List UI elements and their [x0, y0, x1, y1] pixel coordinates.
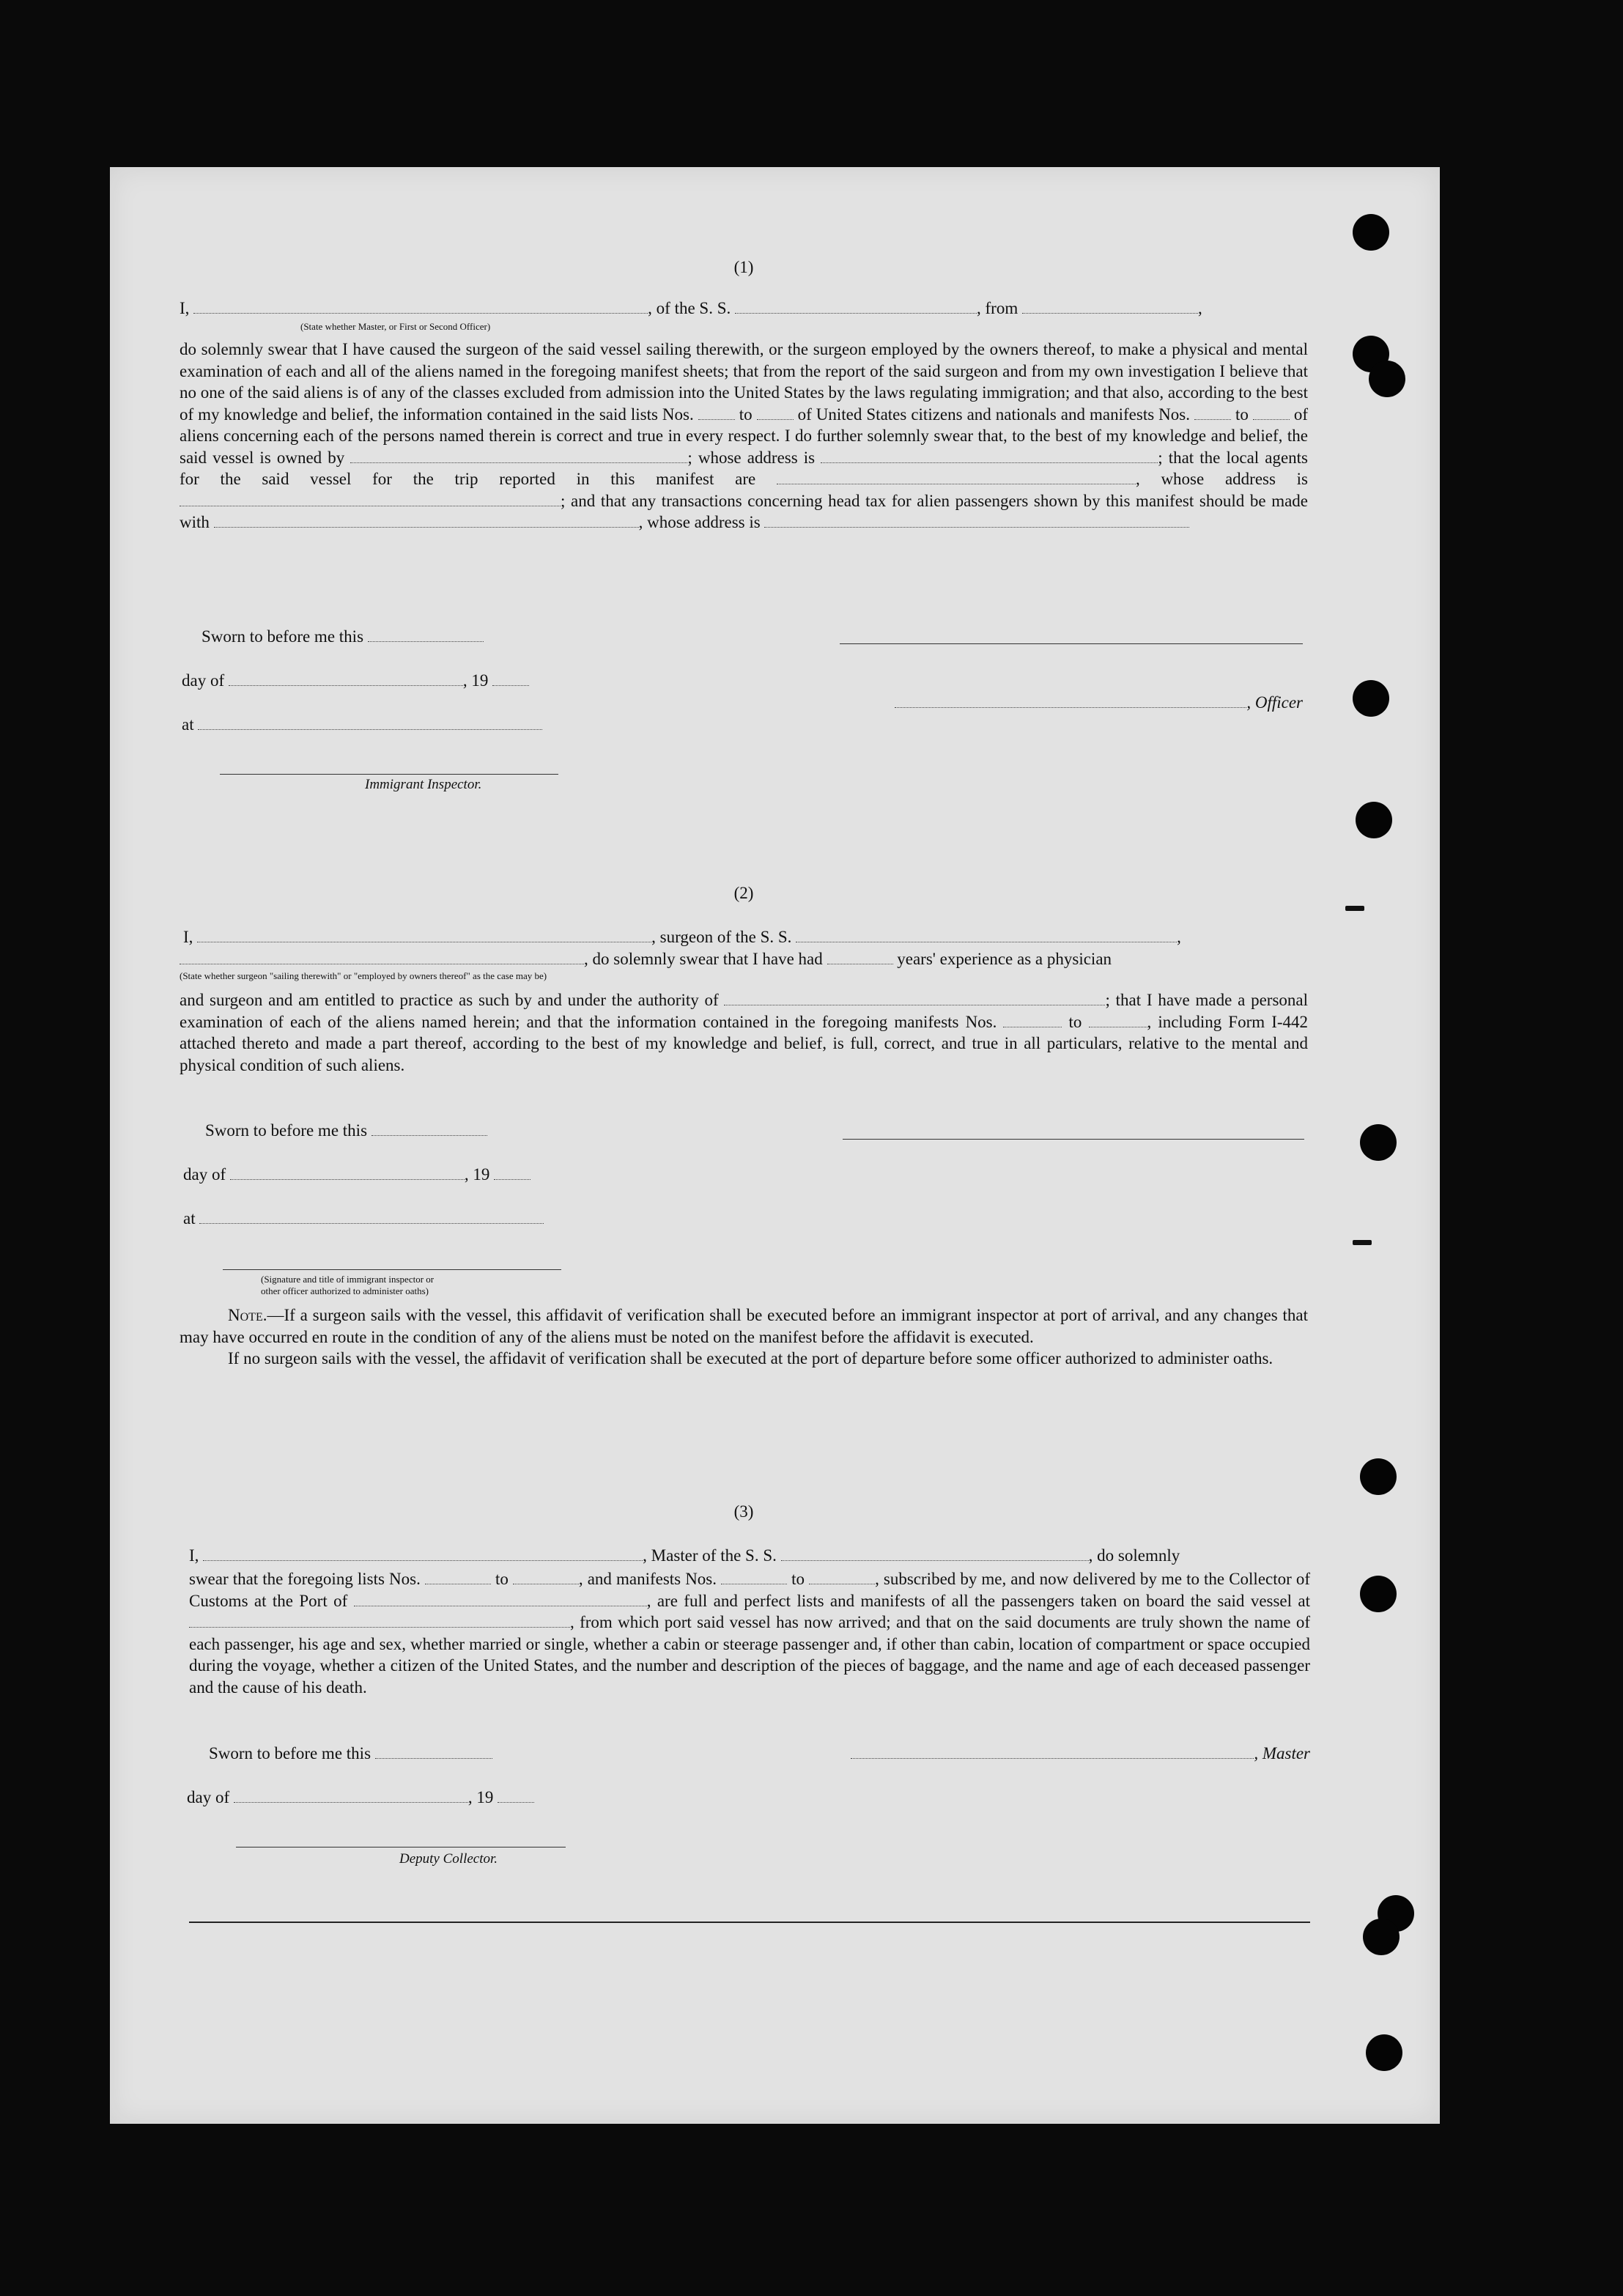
note-label: Note. [228, 1306, 267, 1324]
section-3-day: day of , 19 [187, 1788, 534, 1807]
paper-mark [1353, 1240, 1372, 1245]
master-signature: , Master [832, 1744, 1310, 1763]
binder-hole [1360, 1576, 1397, 1612]
deputy-collector-label: Deputy Collector. [399, 1851, 498, 1867]
binder-hole [1369, 361, 1405, 397]
officer-title-field[interactable] [895, 694, 1246, 708]
note-2: If no surgeon sails with the vessel, the affidavit of verification shall be executed at the port of departure before some officer authorized to administer oaths. [228, 1349, 1273, 1367]
inspector-signature-line[interactable] [220, 774, 558, 775]
lists-to-field[interactable] [757, 406, 794, 420]
vessel-name-field[interactable] [735, 300, 977, 314]
binder-hole [1353, 680, 1389, 717]
surgeon-manifests-to-field[interactable] [1089, 1014, 1147, 1027]
owner-address-field[interactable] [821, 449, 1158, 463]
master-manifests-from-field[interactable] [721, 1570, 787, 1584]
port-from-field[interactable] [1022, 300, 1198, 314]
binder-hole [1363, 1919, 1400, 1955]
surgeon-sworn-date-field[interactable] [371, 1122, 487, 1136]
signature-caption-1: (Signature and title of immigrant inspector or [261, 1274, 435, 1285]
port-of-embarkation-field[interactable] [189, 1614, 570, 1628]
master-vessel-field[interactable] [781, 1547, 1089, 1561]
paper-mark [1345, 906, 1364, 911]
surgeon-name-field[interactable] [197, 929, 651, 942]
authority-field[interactable] [724, 992, 1105, 1005]
officer-rank-field[interactable] [193, 300, 648, 314]
master-day-of-field[interactable] [234, 1789, 468, 1803]
surgeon-vessel-field[interactable] [796, 929, 1177, 942]
binder-hole [1356, 802, 1392, 838]
section-2-line-2: , do solemnly swear that I have had years' experience as a physician [180, 950, 1312, 969]
master-lists-to-field[interactable] [513, 1570, 579, 1584]
section-2-line-1: I, , surgeon of the S. S. , [183, 928, 1181, 946]
section-1-at: at [182, 715, 542, 734]
sworn-date-field[interactable] [368, 628, 484, 642]
surgeon-type-caption: (State whether surgeon "sailing therewith" or "employed by owners thereof" as the case may be) [180, 970, 547, 981]
section-1-number: (1) [733, 258, 754, 276]
owner-field[interactable] [350, 449, 687, 463]
officer-signature-line[interactable] [840, 643, 1303, 644]
section-1-line-1: I, , of the S. S. , from , [180, 299, 1202, 317]
master-signature-line[interactable] [851, 1745, 1254, 1759]
year-field[interactable] [492, 672, 529, 686]
officer-rank-caption: (State whether Master, or First or Second Officer) [300, 321, 491, 332]
day-of-field[interactable] [229, 672, 463, 686]
administering-officer-signature-line[interactable] [223, 1269, 561, 1270]
port-of-arrival-field[interactable] [354, 1592, 647, 1606]
master-sworn-date-field[interactable] [375, 1745, 492, 1759]
section-3-body: swear that the foregoing lists Nos. to , and manifests Nos. to , subscribed by me, and now delivered by me to the Collector of Customs at the Port of , are full and perfect lists and manifests of all the passengers taken on board the said vessel at , from which port said vessel has now arrived; and that on the said documents are truly shown the name of each passenger, his age and sex, whether married or single, whether a cabin or steerage passenger and, if other than cabin, location of compartment or space occupied during the voyage, whether a citizen of the United States, and the number and description of the pieces of baggage, and the name and age of each deceased passenger and the cause of his death. [189, 1570, 1311, 1697]
master-manifests-to-field[interactable] [809, 1570, 875, 1584]
section-3-number: (3) [733, 1502, 754, 1521]
section-1-body: do solemnly swear that I have caused the surgeon of the said vessel sailing therewith, or the surgeon employed by the owners thereof, to make a physical and mental examination of each and all of the aliens named in the foregoing manifest sheets; that from the report of the said surgeon and from my own investigation I believe that no one of the said aliens is of any of the classes excluded from admission into the United States by the laws regulating immigration; and that also, according to the best of my knowledge and belief, the information contained in the said lists Nos. to of United States citizens and nationals and manifests Nos. to of aliens concerning each of the persons named therein is correct and true in every respect. I do further solemnly swear that, to the best of my knowledge and belief, the said vessel is owned by ; whose address is ; that the local agents for the said vessel for the trip reported in this manifest are , whose address is ; and that any transactions concerning head tax for alien passengers shown by this manifest should be made with , whose address is [180, 340, 1309, 531]
binder-hole [1366, 2034, 1402, 2071]
agents-field[interactable] [777, 470, 1136, 484]
section-2-at: at [183, 1209, 544, 1228]
section-3-sworn: Sworn to before me this [209, 1744, 492, 1763]
officer-label: , Officer [840, 693, 1303, 712]
at-place-field[interactable] [198, 716, 542, 730]
section-2-sworn: Sworn to before me this [205, 1121, 487, 1140]
binder-hole [1353, 214, 1389, 251]
note-block: Note.—If a surgeon sails with the vessel, this affidavit of verification shall be executed before an immigrant inspector at port of arrival, and any changes that may have occurred en route in the condition of any of the aliens must be noted on the manifest before the affidavit is executed. If no surgeon sails with the vessel, the affidavit of verification shall be executed at the port of departure before some officer authorized to administer oaths. [180, 1304, 1308, 1370]
surgeon-type-field[interactable] [180, 950, 584, 964]
immigrant-inspector-label: Immigrant Inspector. [365, 777, 482, 792]
master-lists-from-field[interactable] [425, 1570, 491, 1584]
section-1-day: day of , 19 [182, 671, 529, 690]
section-3-line-1: I, , Master of the S. S. , do solemnly [189, 1546, 1180, 1565]
binder-hole [1360, 1124, 1397, 1161]
master-name-field[interactable] [203, 1547, 643, 1561]
manifests-to-field[interactable] [1253, 406, 1290, 420]
section-1-sworn: Sworn to before me this [202, 627, 484, 646]
surgeon-at-place-field[interactable] [199, 1210, 544, 1224]
agents-address-field[interactable] [180, 492, 561, 506]
master-year-field[interactable] [498, 1789, 534, 1803]
years-experience-field[interactable] [827, 950, 893, 964]
section-2-body: and surgeon and am entitled to practice as such by and under the authority of ; that I have made a personal examination of each of the aliens named herein; and that the information contained in the foregoing manifests Nos. to , including Form I-442 attached thereto and made a part thereof, according to the best of my knowledge and belief, is full, correct, and true in all particulars, relative to the mental and physical condition of such aliens. [180, 991, 1309, 1074]
manifests-from-field[interactable] [1194, 406, 1231, 420]
binder-hole [1360, 1458, 1397, 1495]
surgeon-manifests-from-field[interactable] [1003, 1014, 1062, 1027]
head-tax-address-field[interactable] [764, 514, 1189, 528]
surgeon-year-field[interactable] [494, 1166, 530, 1180]
head-tax-contact-field[interactable] [214, 514, 639, 528]
surgeon-day-of-field[interactable] [230, 1166, 465, 1180]
section-2-number: (2) [733, 884, 754, 902]
lists-from-field[interactable] [698, 406, 735, 420]
bottom-rule [189, 1922, 1310, 1923]
section-2-day: day of , 19 [183, 1165, 530, 1184]
surgeon-signature-line[interactable] [843, 1139, 1304, 1140]
signature-caption-2: other officer authorized to administer oaths) [261, 1285, 429, 1296]
